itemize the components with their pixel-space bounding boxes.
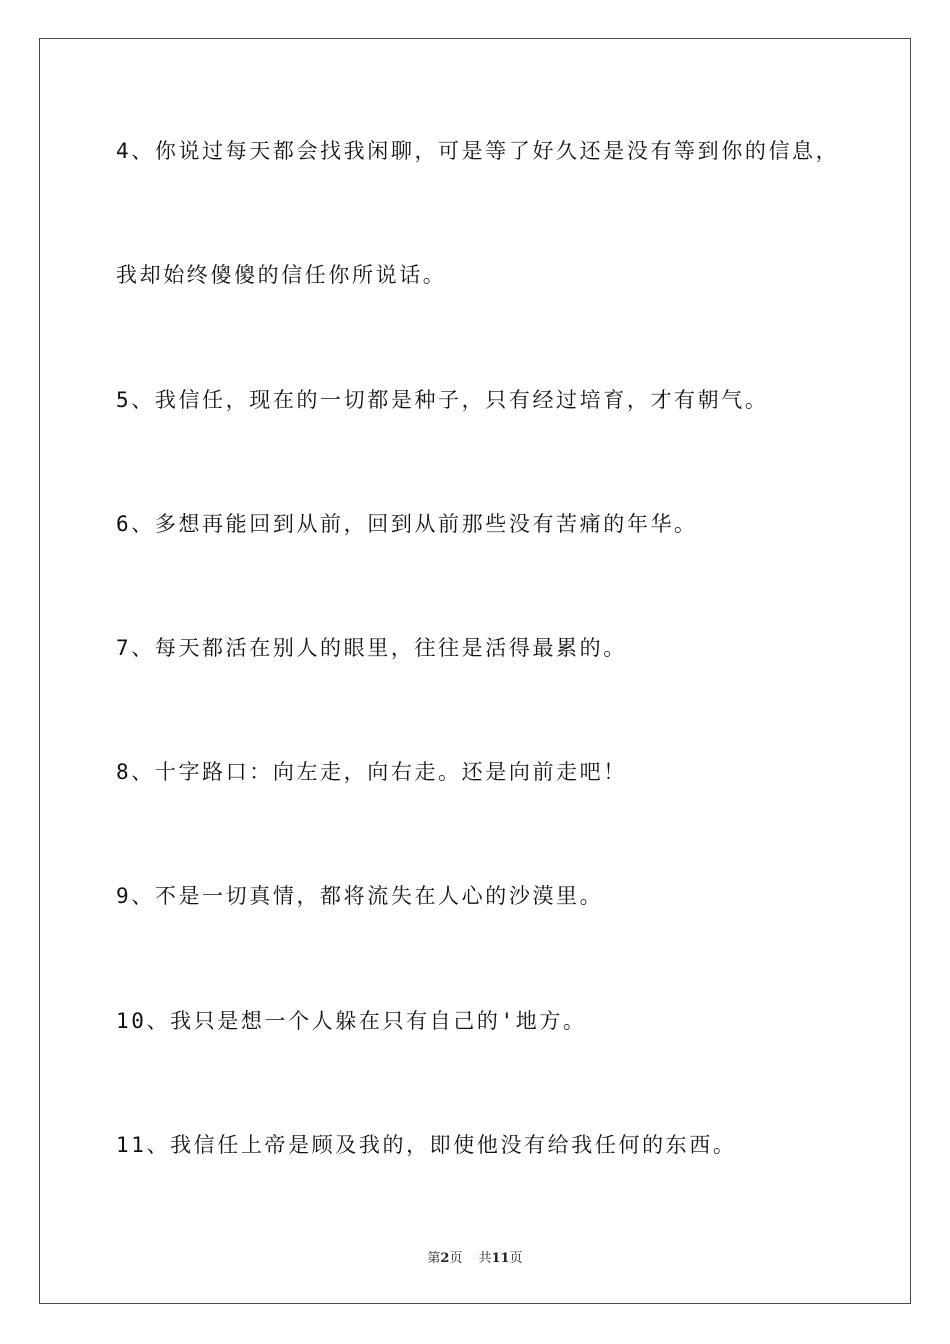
page-footer bbox=[0, 1247, 950, 1266]
text-line: 7、每天都活在别人的眼里，往往是活得最累的。 bbox=[116, 636, 627, 660]
text-line: 10、我只是想一个人躲在只有自己的'地方。 bbox=[116, 1009, 587, 1033]
total-prefix: 共 bbox=[478, 1251, 492, 1266]
text-line: 9、不是一切真情，都将流失在人心的沙漠里。 bbox=[116, 884, 604, 908]
text-line: 4、你说过每天都会找我闲聊，可是等了好久还是没有等到你的信息， bbox=[116, 139, 840, 163]
total-suffix: 页 bbox=[509, 1251, 523, 1266]
text-line: 6、多想再能回到从前，回到从前那些没有苦痛的年华。 bbox=[116, 512, 698, 536]
page-frame bbox=[39, 38, 911, 1304]
page-suffix: 页 bbox=[449, 1251, 463, 1266]
text-line: 11、我信任上帝是顾及我的，即使他没有给我任何的东西。 bbox=[116, 1133, 737, 1157]
page-number: 2 bbox=[440, 1251, 450, 1266]
text-line: 5、我信任，现在的一切都是种子，只有经过培育，才有朝气。 bbox=[116, 388, 769, 412]
page-total: 11 bbox=[491, 1251, 510, 1266]
text-line: 我却始终傻傻的信任你所说话。 bbox=[116, 263, 447, 287]
page-prefix: 第 bbox=[427, 1251, 441, 1266]
text-line: 8、十字路口：向左走，向右走。还是向前走吧！ bbox=[116, 760, 627, 784]
